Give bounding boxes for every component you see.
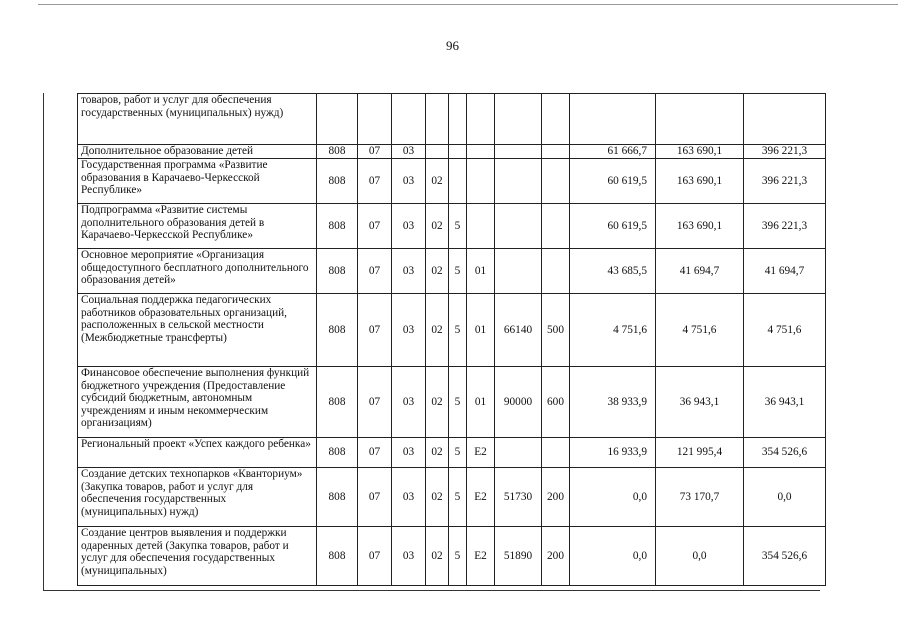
amount-cell: 396 221,3 bbox=[744, 204, 826, 249]
code-cell: 90000 bbox=[495, 367, 542, 438]
code-cell bbox=[467, 94, 495, 145]
code-cell: 03 bbox=[392, 294, 426, 367]
amount-cell: 163 690,1 bbox=[656, 159, 744, 204]
amount-cell: 43 685,5 bbox=[570, 249, 656, 294]
code-cell: 5 bbox=[449, 367, 467, 438]
code-cell bbox=[449, 94, 467, 145]
code-cell bbox=[495, 438, 542, 468]
code-cell: 500 bbox=[542, 294, 570, 367]
amount-cell: 0,0 bbox=[570, 527, 656, 586]
amount-cell: 0,0 bbox=[656, 527, 744, 586]
code-cell bbox=[495, 249, 542, 294]
code-cell: 200 bbox=[542, 468, 570, 527]
amount-cell: 121 995,4 bbox=[656, 438, 744, 468]
amount-cell: 0,0 bbox=[744, 468, 826, 527]
row-name-cell: Подпрограмма «Развитие системы дополнительного образования детей в Карачаево-Черкесской Республике» bbox=[78, 204, 317, 249]
row-name-cell: Региональный проект «Успех каждого ребенка» bbox=[78, 438, 317, 468]
amount-cell: 0,0 bbox=[570, 468, 656, 527]
code-cell: 02 bbox=[426, 249, 449, 294]
code-cell bbox=[317, 94, 358, 145]
code-cell: 02 bbox=[426, 294, 449, 367]
code-cell: 07 bbox=[358, 468, 392, 527]
code-cell bbox=[542, 249, 570, 294]
code-cell bbox=[449, 159, 467, 204]
code-cell: 808 bbox=[317, 367, 358, 438]
table-row bbox=[78, 159, 826, 204]
code-cell: 02 bbox=[426, 527, 449, 586]
row-name-cell: Основное мероприятие «Организация общедоступного бесплатного дополнительного образования детей» bbox=[78, 249, 317, 294]
code-cell: E2 bbox=[467, 468, 495, 527]
code-cell: 07 bbox=[358, 145, 392, 159]
row-name-cell: Дополнительное образование детей bbox=[78, 145, 317, 159]
code-cell bbox=[467, 159, 495, 204]
table-row bbox=[78, 94, 826, 145]
table-row bbox=[78, 204, 826, 249]
amount-cell: 163 690,1 bbox=[656, 145, 744, 159]
row-name-cell: Создание центров выявления и поддержки одаренных детей (Закупка товаров, работ и услуг для обеспечения государственных (муниципальных) bbox=[78, 527, 317, 586]
code-cell: 5 bbox=[449, 294, 467, 367]
code-cell: 01 bbox=[467, 294, 495, 367]
code-cell: 02 bbox=[426, 159, 449, 204]
code-cell: 07 bbox=[358, 527, 392, 586]
amount-cell: 61 666,7 bbox=[570, 145, 656, 159]
code-cell: 07 bbox=[358, 249, 392, 294]
code-cell bbox=[426, 94, 449, 145]
table-row bbox=[78, 468, 826, 527]
amount-cell: 36 943,1 bbox=[744, 367, 826, 438]
code-cell bbox=[358, 94, 392, 145]
code-cell: 03 bbox=[392, 367, 426, 438]
code-cell bbox=[449, 145, 467, 159]
code-cell bbox=[467, 145, 495, 159]
code-cell: 07 bbox=[358, 204, 392, 249]
row-name-cell: Создание детских технопарков «Кванториум» (Закупка товаров, работ и услуг для обеспечения государственных (муниципальных) нужд) bbox=[78, 468, 317, 527]
table-row bbox=[78, 367, 826, 438]
code-cell: 02 bbox=[426, 204, 449, 249]
budget-table bbox=[77, 93, 826, 586]
code-cell bbox=[542, 438, 570, 468]
table-row bbox=[78, 438, 826, 468]
code-cell: 5 bbox=[449, 527, 467, 586]
code-cell: 02 bbox=[426, 367, 449, 438]
row-name-cell: товаров, работ и услуг для обеспечения государственных (муниципальных) нужд) bbox=[78, 94, 317, 145]
row-name-cell: Финансовое обеспечение выполнения функций бюджетного учреждения (Предоставление субсидий бюджетным, автономным учреждениям и иным некоммерческим организациям) bbox=[78, 367, 317, 438]
table-row bbox=[78, 145, 826, 159]
code-cell: 5 bbox=[449, 204, 467, 249]
code-cell: 51730 bbox=[495, 468, 542, 527]
table-row bbox=[78, 527, 826, 586]
code-cell: 02 bbox=[426, 468, 449, 527]
amount-cell: 354 526,6 bbox=[744, 527, 826, 586]
page-number: 96 bbox=[446, 38, 459, 53]
code-cell: E2 bbox=[467, 527, 495, 586]
code-cell: 5 bbox=[449, 438, 467, 468]
amount-cell: 396 221,3 bbox=[744, 145, 826, 159]
amount-cell: 4 751,6 bbox=[570, 294, 656, 367]
code-cell: 01 bbox=[467, 367, 495, 438]
row-name-cell: Социальная поддержка педагогических работников образовательных организаций, расположенных в сельской местности (Межбюджетные трансферты) bbox=[78, 294, 317, 367]
code-cell: 808 bbox=[317, 294, 358, 367]
code-cell: 808 bbox=[317, 438, 358, 468]
code-cell: 5 bbox=[449, 468, 467, 527]
code-cell bbox=[542, 145, 570, 159]
amount-cell: 41 694,7 bbox=[656, 249, 744, 294]
code-cell bbox=[495, 159, 542, 204]
code-cell: 07 bbox=[358, 438, 392, 468]
code-cell: 808 bbox=[317, 204, 358, 249]
amount-cell: 16 933,9 bbox=[570, 438, 656, 468]
table-bottom-border bbox=[43, 590, 820, 591]
code-cell bbox=[495, 204, 542, 249]
code-cell: 03 bbox=[392, 159, 426, 204]
code-cell: 03 bbox=[392, 438, 426, 468]
amount-cell bbox=[570, 94, 656, 145]
code-cell: 03 bbox=[392, 527, 426, 586]
row-name-cell: Государственная программа «Развитие образования в Карачаево-Черкесской Республике» bbox=[78, 159, 317, 204]
code-cell: 07 bbox=[358, 159, 392, 204]
code-cell: 03 bbox=[392, 249, 426, 294]
amount-cell: 60 619,5 bbox=[570, 204, 656, 249]
code-cell bbox=[542, 204, 570, 249]
amount-cell: 60 619,5 bbox=[570, 159, 656, 204]
code-cell bbox=[495, 94, 542, 145]
amount-cell: 73 170,7 bbox=[656, 468, 744, 527]
code-cell: E2 bbox=[467, 438, 495, 468]
code-cell bbox=[426, 145, 449, 159]
code-cell bbox=[542, 94, 570, 145]
code-cell: 808 bbox=[317, 468, 358, 527]
amount-cell bbox=[744, 94, 826, 145]
table-row bbox=[78, 249, 826, 294]
code-cell: 07 bbox=[358, 367, 392, 438]
code-cell: 5 bbox=[449, 249, 467, 294]
table-row bbox=[78, 294, 826, 367]
code-cell: 03 bbox=[392, 145, 426, 159]
code-cell: 808 bbox=[317, 249, 358, 294]
code-cell: 600 bbox=[542, 367, 570, 438]
code-cell: 07 bbox=[358, 294, 392, 367]
code-cell: 808 bbox=[317, 159, 358, 204]
code-cell: 66140 bbox=[495, 294, 542, 367]
code-cell: 01 bbox=[467, 249, 495, 294]
code-cell bbox=[495, 145, 542, 159]
code-cell: 51890 bbox=[495, 527, 542, 586]
amount-cell: 163 690,1 bbox=[656, 204, 744, 249]
code-cell: 200 bbox=[542, 527, 570, 586]
amount-cell: 38 933,9 bbox=[570, 367, 656, 438]
amount-cell: 36 943,1 bbox=[656, 367, 744, 438]
amount-cell: 4 751,6 bbox=[744, 294, 826, 367]
amount-cell: 396 221,3 bbox=[744, 159, 826, 204]
amount-cell: 4 751,6 bbox=[656, 294, 744, 367]
amount-cell: 41 694,7 bbox=[744, 249, 826, 294]
amount-cell: 354 526,6 bbox=[744, 438, 826, 468]
code-cell: 03 bbox=[392, 468, 426, 527]
code-cell: 808 bbox=[317, 527, 358, 586]
code-cell: 03 bbox=[392, 204, 426, 249]
code-cell bbox=[467, 204, 495, 249]
code-cell bbox=[392, 94, 426, 145]
code-cell bbox=[542, 159, 570, 204]
code-cell: 02 bbox=[426, 438, 449, 468]
table-left-border bbox=[43, 93, 44, 590]
amount-cell bbox=[656, 94, 744, 145]
top-rule bbox=[38, 4, 898, 5]
code-cell: 808 bbox=[317, 145, 358, 159]
